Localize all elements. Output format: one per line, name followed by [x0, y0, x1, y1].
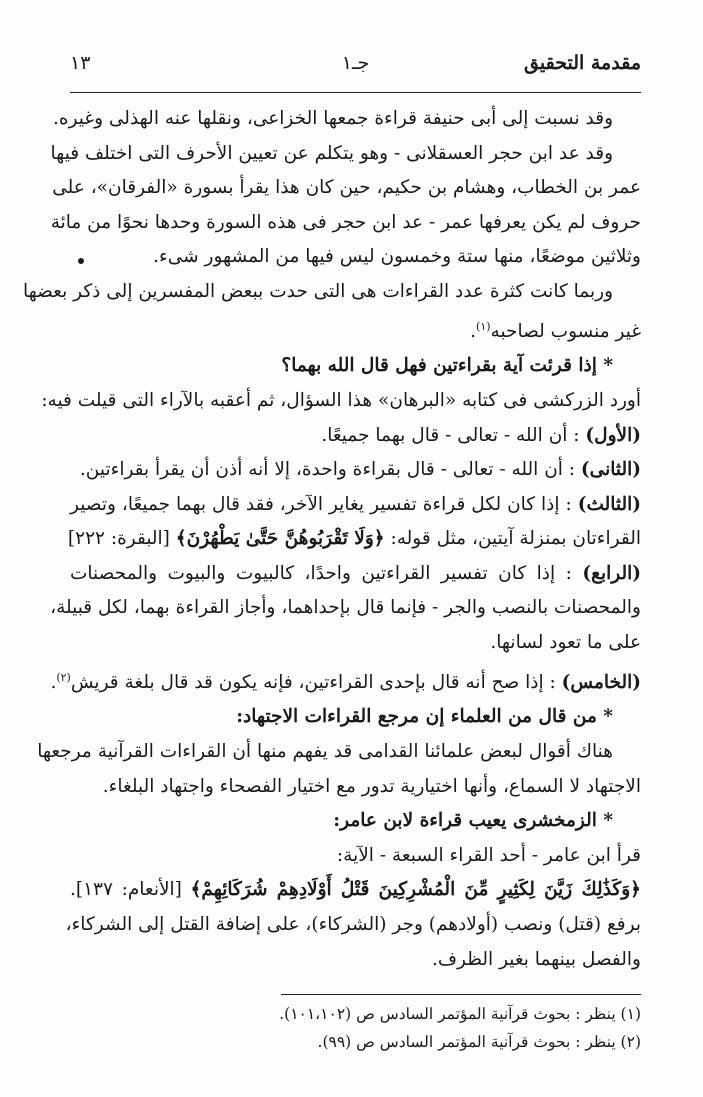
text-line: (الثانى) : أن الله - تعالى - قال بقراءة واحدة، إلا أنه أذن أن يقرأ بقراءتين. [79, 459, 641, 481]
footnote: (١) ينظر : بحوث قرآنية المؤتمر السادس ص (١٠١،١٠٢). [279, 1005, 641, 1023]
section-heading: * من قال من العلماء إن مرجع القراءات الاجتهاد: [236, 706, 613, 728]
footnote-rule [281, 994, 641, 995]
header-volume: جـ١ [341, 52, 370, 74]
footnote: (٢) ينظر : بحوث قرآنية المؤتمر السادس ص (٩٩). [317, 1033, 641, 1051]
text-line: برفع (قتل) ونصب (أولادهم) وجر (الشركاء)، على إضافة القتل إلى الشركاء، [65, 913, 641, 935]
text-line: وربما كانت كثرة عدد القراءات هى التى حدت ببعض المفسرين إلى ذكر بعضها [22, 280, 613, 302]
footnotes [70, 1000, 641, 1056]
text-line: القراءتان بمنزلة آيتين، مثل قوله: ﴿وَلَا تَقْرَبُوهُنَّ حَتَّىٰ يَطْهُرْنَ﴾ [البقرة: ٢٢٢] [67, 528, 641, 550]
footnote-ref: (٢) [56, 670, 71, 684]
text-line: الاجتهاد لا السماع، وأنها اختيارية تدور مع اختيار الفصحاء واجتهاد البلغاء. [102, 775, 641, 797]
section-heading: * الزمخشرى يعيب قراءة لابن عامر: [333, 810, 613, 832]
quran-verse: ﴿وَلَا تَقْرَبُوهُنَّ حَتَّىٰ يَطْهُرْنَ﴾ [175, 528, 385, 550]
running-header [70, 52, 641, 82]
text-line: وقد نسبت إلى أبى حنيفة قراءة جمعها الخزاعى، ونقلها عنه الهذلى وغيره. [53, 108, 613, 129]
header-rule [70, 92, 641, 93]
header-title: مقدمة التحقيق [524, 52, 641, 74]
text-line: عمر بن الخطاب، وهشام بن حكيم، حين كان هذا يقرأ بسورة «الفرقان»، على [52, 177, 641, 199]
quran-verse: ﴿وَكَذَٰلِكَ زَيَّنَ لِكَثِيرٍ مِّنَ الْمُشْرِكِينَ قَتْلُ أَوْلَادِهِمْ شُرَكَائِهِمْ﴾ [190, 879, 641, 901]
text-line: أورد الزركشى فى كتابه «البرهان» هذا السؤال، ثم أعقبه بالآراء التى قيلت فيه: [41, 389, 641, 411]
text-line: غير منسوب لصاحبه$^{(١)}$. [470, 319, 641, 342]
text-line: ﴿وَكَذَٰلِكَ زَيَّنَ لِكَثِيرٍ مِّنَ الْمُشْرِكِينَ قَتْلُ أَوْلَادِهِمْ شُرَكَائِهِمْ﴾ [الأنعام: ١٣٧]. [70, 879, 641, 901]
section-heading: * إذا قرئت آية بقراءتين فهل قال الله بهما؟ [281, 355, 613, 377]
margin-dot [78, 258, 84, 264]
text-line: قرأ ابن عامر - أحد القراء السبعة - الآية: [336, 844, 641, 866]
text-line: (الأول) : أن الله - تعالى - قال بهما جميعًا. [321, 424, 641, 446]
text-line: (الخامس) : إذا صح أنه قال بإحدى القراءتين، فإنه يكون قد قال بلغة قريش$^{(٢)}$. [50, 670, 641, 693]
page-number: ١٣ [70, 52, 91, 74]
text-line: وثلاثين موضعًا، منها ستة وخمسون ليس فيها من المشهور شىء. [153, 246, 641, 268]
footnote-ref: (١) [476, 319, 491, 333]
main-text [22, 102, 641, 977]
text-line: والمحصنات بالنصب والجر - فإنما قال بإحداهما، وأجاز القراءة بهما، لكل قبيلة، [50, 597, 641, 619]
text-line: وقد عد ابن حجر العسقلانى - وهو يتكلم عن تعيين الأحرف التى اختلف فيها [50, 142, 613, 164]
text-line: (الرابع) : إذا كان تفسير القراءتين واحدًا، كالبيوت والبيوت والمحصنات [70, 562, 641, 584]
text-line: على ما تعود لسانها. [490, 632, 641, 654]
text-line: (الثالث) : إذا كان لكل قراءة تفسير يغاير الآخر، فقد قال بهما جميعًا، وتصير [70, 493, 641, 515]
text-line: هناك أقوال لبعض علمائنا القدامى قد يفهم منها أن القراءات القرآنية مرجعها [37, 741, 613, 762]
text-line: والفصل بينهما بغير الظرف. [431, 948, 641, 970]
text-line: حروف لم يكن يعرفها عمر - عد ابن حجر فى هذه السورة وحدها نحوًا من مائة [50, 211, 641, 233]
